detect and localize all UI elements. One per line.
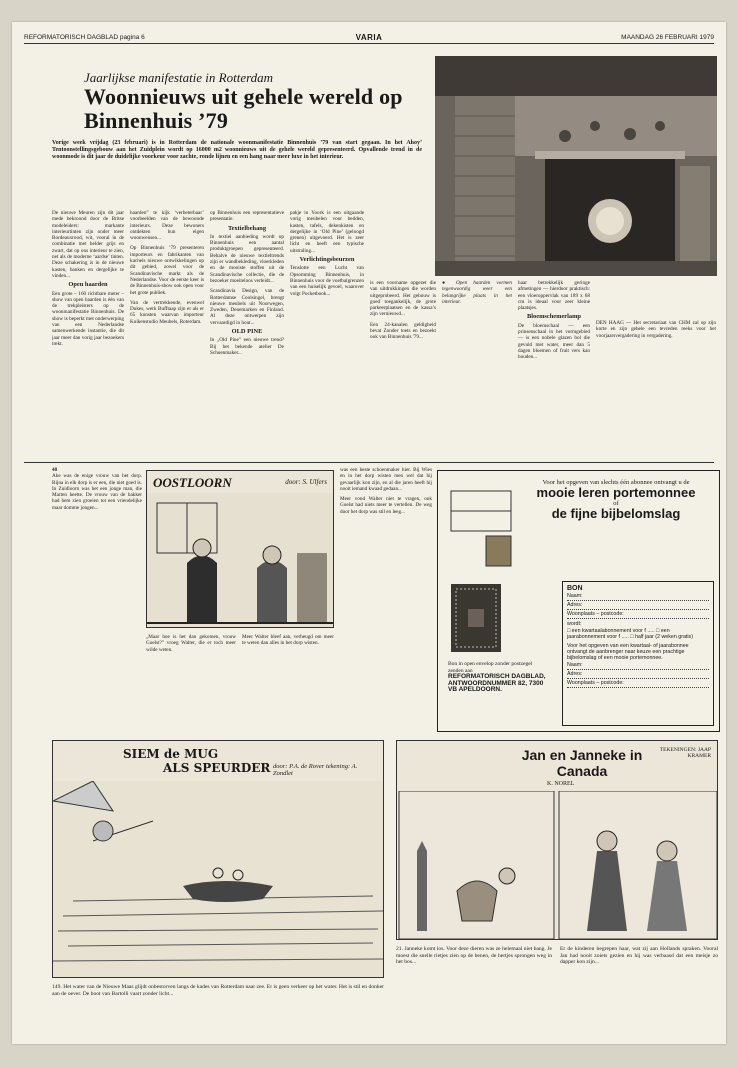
newspaper-page	[12, 22, 726, 1044]
article-subheading: Bloemschemerlamp	[527, 313, 581, 321]
serial-text: Meer vond Walter niet te vragen, ook Goelst had niets meer te vertellen. De weg door het dorp was stil en leeg...	[340, 496, 432, 515]
comic2-credit: TEKENINGEN: JAAP KRAMER	[659, 747, 711, 759]
header-paper-name: REFORMATORISCH DAGBLAD pagina 6	[24, 34, 145, 41]
form-note: Voor het opgeven van een kwartaal- of jaarabonnee ontvangt de aanbrenger naar keuze een prachtige bijbelomslag of een mooie portemonnee.	[567, 643, 689, 661]
send-name: REFORMATORISCH DAGBLAD,	[448, 673, 546, 680]
article-text: pakje in Yoork is een uitgaande vorig meubelen voor bedden, kasten, tafels, dekenkisten en dergelijke in ‘Old Pine’ (geloogd grenen) uitgevoerd. Het is zeer licht en heeft een typische uitstraling...	[290, 210, 364, 254]
send-addr: ANTWOORDNUMMER 82, 7300 VB APELDOORN.	[448, 679, 544, 693]
article-text: haar betrekkelijk geringe afmetingen — hierdoor praktisch: een vloeroppervlak van 189 x 68 cm is ideaal voor zeer kleine plaatsjes.	[518, 280, 590, 312]
article-column-1	[52, 210, 124, 454]
order-form-title: BON	[567, 585, 583, 592]
article-column-7	[596, 280, 716, 454]
serial-title: OOSTLOORN	[153, 475, 232, 490]
article-text: De bloemschaal — een prinsenschaal in het vormgebied — is een nobele glazen bol die gevuld met water, meer dan 5 dagen bloemen of fruit vers kan houden...	[518, 322, 590, 361]
article-text: Een grote – 160 richtbare meter – show van open haarden is één van de trekpleisters op de woonmanifestatie Binnenhuis. De show is beperkt met onderwerping van een Nederlandse samenwerkende instantie, die dit jaar meer dan vorig jaar bezoekers trekt.	[52, 290, 124, 347]
form-field-name-2[interactable]: Naam:	[567, 662, 709, 670]
article-subheading: OLD PINE	[231, 328, 263, 336]
comic2-caption-2: Er de kinderen begrepen haar, wat zij aan Hollands spraken. Vooral Jan had nooit zoiets gezien en hij was verbaasd dat een meisje zo dapper kon zijn...	[560, 946, 718, 966]
photo-caption: ● Open haarden vormen tegenwoordig weer een belangrijke plaats in het interieur.	[442, 280, 512, 305]
article-text: De nieuwe Meuren zijn dit jaar mede bekroond door de Britse modeleiders: markante interieurtinten zijn onder meer Bordeauxrood, wit, vooral in de combinatie met helder grijs en zwart, dat op ons interieur te zien, net als de moderne ‘aardse’ tinten. Deze schakering is in de nieuwe kasten, banken en dergelijke te vinden...	[52, 210, 124, 279]
subscription-ad	[437, 470, 720, 732]
article-text: In textiel aanbieding wordt op Binnenhuis een aantal produktgroepen gepresenteerd. Behalve de nieuwe textieltrends zijn er wandbekleding, vloerkleden en de mooiste stoffen uit de Scandinavische collectie, die de bezoeker moeiteloos verleidt...	[210, 233, 284, 284]
article-subheading: Open haarden	[68, 281, 108, 289]
article-lead: Vorige week vrijdag (23 februari) is in Rotterdam de nationale woonmanifestatie Binnenhuis ’79 van start gegaan. In het Ahoy’ Tentoonstellingsgebouw aan het Zuidplein wordt op 16000 m2 woonnieuws uit de gehele wereld gepresenteerd. Opvallende trend in de woonmode is dit jaar de duidelijke voorkeur voor zachte, ronde lijnen en een hang naar meer luxe in het interieur.	[52, 140, 422, 161]
form-field-city-2[interactable]: Woonplaats – postcode:	[567, 680, 709, 688]
article-subheading: Verlichtingsbeurzen	[299, 256, 355, 264]
serial-column-1	[52, 467, 142, 717]
bible-cover-illustration	[446, 581, 506, 656]
ad-intro: Voor het opgeven van slechts één abonnee ontvangt u de	[542, 479, 690, 486]
article-column-5	[370, 280, 436, 454]
article-subheading: Textielbehang	[227, 224, 267, 232]
article-column-3	[210, 210, 284, 454]
article-text: haarden” te kijk ‘verbeterbaar’ voorbeelden van de bewoonde interieurs. Deze bewoners ontdekten hun eigen woonwensen...	[130, 210, 204, 242]
comic-siem-de-mug	[52, 740, 384, 978]
comic1-credit: door: P.A. de Rover tekening: A. Zondlet	[273, 763, 358, 777]
form-field-address-2[interactable]: Adres:	[567, 671, 709, 679]
ad-or: of	[613, 500, 619, 507]
article-column-4	[290, 170, 364, 454]
comic1-title-1: SIEM de MUG	[123, 747, 219, 761]
comic2-title: Jan en Janneke in Canada	[521, 747, 643, 779]
comic2-panels	[397, 791, 718, 940]
article-headline: Woonnieuws uit gehele wereld op Binnenhuis ’79	[84, 84, 403, 133]
form-field-city[interactable]: Woonplaats – postcode:	[567, 611, 709, 619]
article-text: Van de vertrekkende, evenwel Dukes, werk Bufftaap zijn er als er 65 kunsten waarvan importeur Kuikenstudio Meubels, Roterdam.	[130, 299, 204, 325]
serial-author: door: S. Ulfers	[285, 478, 327, 486]
section-divider	[24, 462, 714, 463]
article-text: Op Binnenhuis ’79 presenteren importeurs en fabrikanten van kachels nieuwe ontwikkelingen op dit gebied, zowel voor de Scandinavische markt als de Nederlandse. Voor de eerste keer is de Binnenhuis-show ook open voor het grote publiek.	[130, 245, 204, 296]
comic2-author: K. NOREL	[547, 781, 575, 787]
article-photo-caption-col	[442, 280, 512, 454]
page-header	[24, 32, 714, 44]
article-text: DEN HAAG — Het secretariaat van CHM zal op zijn korte en zijn gehele een tevreden reeks voor het voorjaarsvergadering in vergadering.	[596, 320, 716, 339]
ad-promo	[516, 479, 716, 521]
comic2-caption-1: 21. Janneke komt los. Voor deze dieren was ze helemaal niet bang. Je moest die snelle rietjes zien op de benen, de hertjes sprongen weg in het bos...	[396, 946, 552, 966]
article-column-6	[518, 280, 590, 454]
article-text: op Binnenhuis een representatieve presentatie.	[210, 210, 284, 223]
comic1-boat-scene	[53, 781, 384, 978]
comic1-caption: 149. Het water van de Nieuwe Maas glijdt onbestorven langs de kades van Rotterdam naar zee. Er is geen verkeer op het water. Het is stil en donker aan de oever. De boot van Bartolli vaart zonder licht...	[52, 984, 384, 997]
serial-text: Ake was de enige vrouw van het dorp. Bijna in elk dorp is er een, die niet goed is. In Zuidloorn was het een jonge man, die Marten heette. De vrouw van de bakker had hem zien groeien tot een vriendelijke maar domme jongen...	[52, 473, 142, 511]
send-address	[448, 661, 548, 694]
serial-text: Meer Walter bleef aan, verheugd om meer te weten dan alles in het dorp wisten.	[242, 634, 334, 647]
comic-jan-en-janneke	[396, 740, 718, 940]
fireplace-illustration	[435, 56, 717, 276]
header-date: MAANDAG 26 FEBRUARI 1979	[621, 34, 714, 41]
wallet-illustration	[446, 481, 516, 571]
comic1-title-2: ALS SPEURDER	[163, 761, 271, 775]
serial-column-4	[340, 467, 432, 722]
order-form	[562, 581, 714, 726]
serial-illustration	[146, 470, 334, 628]
serial-column-2	[146, 634, 236, 722]
form-label-wordt: wordt:	[567, 621, 582, 627]
ad-gift-wallet: mooie leren portemonnee	[536, 485, 696, 500]
article-kicker: Jaarlijkse manifestatie in Rotterdam	[84, 70, 274, 85]
serial-number: 48	[52, 467, 58, 473]
header-section: VARIA	[355, 33, 383, 42]
serial-text: was een beste schoenmaker hier. Bij Wies en in het dorp wisten men wel dat hij gevaarlijk kon zijn, en al die jaren heeft hij nooit iemand kwaad gedaan...	[340, 467, 432, 492]
serial-text: „Maar hoe is het dan gekomen, vrouw Goelst?” vroeg Walter, die er toch meer wilde weten.	[146, 634, 236, 653]
form-field-name[interactable]: Naam:	[567, 593, 709, 601]
article-text: In „Old Pine” een nieuwe trend? Bij het bekende atelier De Schoenmaker...	[210, 337, 284, 356]
article-text: is een voorname opgezet die van uitdrukkingen die worden uitgeprobeerd. Het gebouw is goed toegankelijk, de grote parkeerplaatsen en de kassa’s zijn vernieuwd...	[370, 280, 436, 318]
form-options[interactable]: □ een kwartaalabonnement voor f ..... □ een jaarabonnement voor f ..... □ half jaar (2 weken gratis)	[567, 628, 693, 640]
article-text: Een 24-kanalen geldigheid bevat Zonder toets en bezoekt ook van Binnenhuis '79...	[370, 321, 436, 341]
form-field-address[interactable]: Adres:	[567, 602, 709, 610]
article-text: Scandinavia Design, van de Rotterdamse Coolsingel, brengt nieuwe meubels uit Noorwegen, Zweden, Denemarken en Finland. Al deze ontwerpen zijn vervaardigd in hout...	[210, 288, 284, 326]
serial-scene-drawing	[147, 493, 334, 628]
fireplace-photo	[435, 56, 717, 276]
ad-gift-bible-cover: de fijne bijbelomslag	[551, 506, 681, 521]
article-text: Tenslotte een Lucht van Opsomming Binnenhuis, in Binnenhuis voor de voetbalgrenzen van een huiselijk gevoel, waarover volgt Pocketbook...	[290, 265, 364, 297]
article-column-2	[130, 210, 204, 454]
serial-column-3	[242, 634, 334, 722]
send-intro: Bon in open envelop zonder postzegel zenden aan	[448, 661, 533, 674]
